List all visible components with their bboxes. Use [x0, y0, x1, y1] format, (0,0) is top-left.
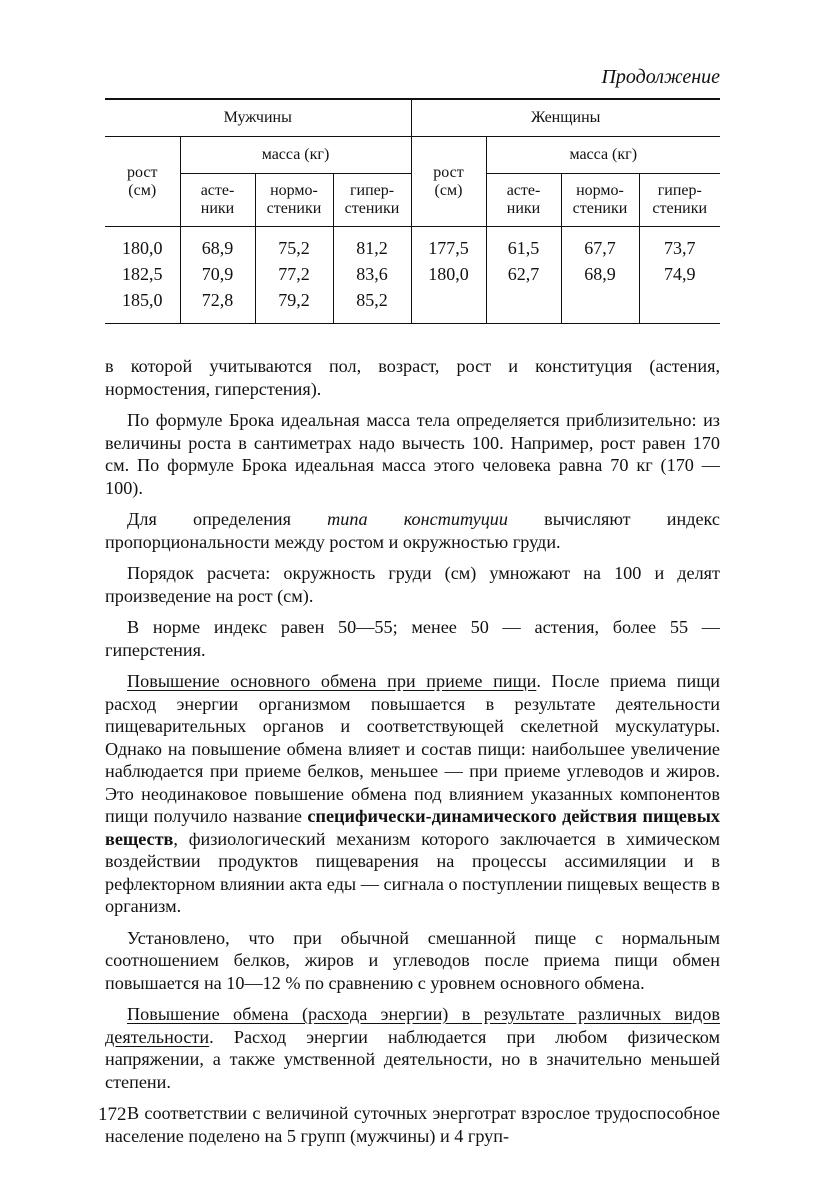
men-heights-cell: 180,0 182,5 185,0 — [105, 227, 180, 324]
women-normosthenic-header: нормо- стеники — [561, 174, 639, 227]
men-header: Мужчины — [105, 99, 411, 137]
men-mass-header: масса (кг) — [180, 137, 411, 174]
men-hypersthenic-header: гипер- стеники — [333, 174, 411, 227]
paragraph: Установлено, что при обычной смешанной пище с нормальным соотношением белков, жиров и углеводов после приема пищи обмен повышается на 10—12 % по сравнению с уровнем основного обмена. — [105, 927, 720, 993]
section-heading: Повышение обмена (расхода энергии) в результате различных видов деятельности — [105, 1004, 720, 1047]
men-normosthenic-header: нормо- стеники — [255, 174, 333, 227]
women-height-header: рост (см) — [411, 137, 486, 227]
continued-label: Продолжение — [601, 66, 720, 88]
emphasis-term: типа конституции — [327, 509, 508, 529]
men-height-header: рост (см) — [105, 137, 180, 227]
section-heading: Повышение основного обмена при приеме пищи — [127, 671, 537, 691]
men-normosthenic-cell: 75,2 77,2 79,2 — [255, 227, 333, 324]
paragraph: В соответствии с величиной суточных энерготрат взрослое трудоспособное население поделено на 5 групп (мужчины) и 4 груп- — [105, 1103, 720, 1146]
paragraph: В норме индекс равен 50—55; менее 50 — астения, более 55 — гиперстения. — [105, 617, 720, 660]
women-header: Женщины — [411, 99, 720, 137]
women-asthenic-cell: 61,5 62,7 — [486, 227, 561, 324]
women-mass-header: масса (кг) — [486, 137, 720, 174]
paragraph: Для определения типа конституции вычисляют индекс пропорциональности между ростом и окружностью груди. — [105, 509, 720, 552]
women-asthenic-header: асте- ники — [486, 174, 561, 227]
page-number: 172 — [98, 1104, 127, 1125]
women-heights-cell: 177,5 180,0 — [411, 227, 486, 324]
women-hypersthenic-cell: 73,7 74,9 — [639, 227, 720, 324]
paragraph: Порядок расчета: окружность груди (см) умножают на 100 и делят произведение на рост (см). — [105, 563, 720, 606]
paragraph: в которой учитываются пол, возраст, рост и конституция (астения, нормостения, гиперстения). — [105, 356, 720, 399]
body-text — [105, 355, 720, 1156]
paragraph: Повышение основного обмена при приеме пищи. После приема пищи расход энергии организмом повышается в результате деятельности пищеварительных органов и соответствующей скелетной мускулатуры. Однако на повышение обмена влияет и состав пищи: наибольшее увеличение наблюдается при приеме белков, меньшее — при приеме углеводов и жиров. Это неодинаковое повышение обмена под влиянием указанных компонентов пищи получило название специфически-динамического действия пищевых веществ, физиологический механизм которого заключается в химическом воздействии продуктов пищеварения на процессы ассимиляции и в рефлекторном влиянии акта еды — сигнала о поступлении пищевых веществ в организм. — [105, 671, 720, 916]
paragraph: По формуле Брока идеальная масса тела определяется приблизительно: из величины роста в сантиметрах надо вычесть 100. Например, рост равен 170 см. По формуле Брока идеальная масса этого человека равна 70 кг (170 — 100). — [105, 410, 720, 498]
women-normosthenic-cell: 67,7 68,9 — [561, 227, 639, 324]
ideal-weight-table — [105, 98, 720, 324]
paragraph: Повышение обмена (расхода энергии) в результате различных видов деятельности. Расход энергии наблюдается при любом физическом напряжении, а также умственной деятельности, но в значительно меньшей степени. — [105, 1004, 720, 1092]
bold-term: специфически-динамического действия пищевых веществ — [105, 806, 720, 849]
men-asthenic-cell: 68,9 70,9 72,8 — [180, 227, 255, 324]
men-hypersthenic-cell: 81,2 83,6 85,2 — [333, 227, 411, 324]
women-hypersthenic-header: гипер- стеники — [639, 174, 720, 227]
men-asthenic-header: асте- ники — [180, 174, 255, 227]
